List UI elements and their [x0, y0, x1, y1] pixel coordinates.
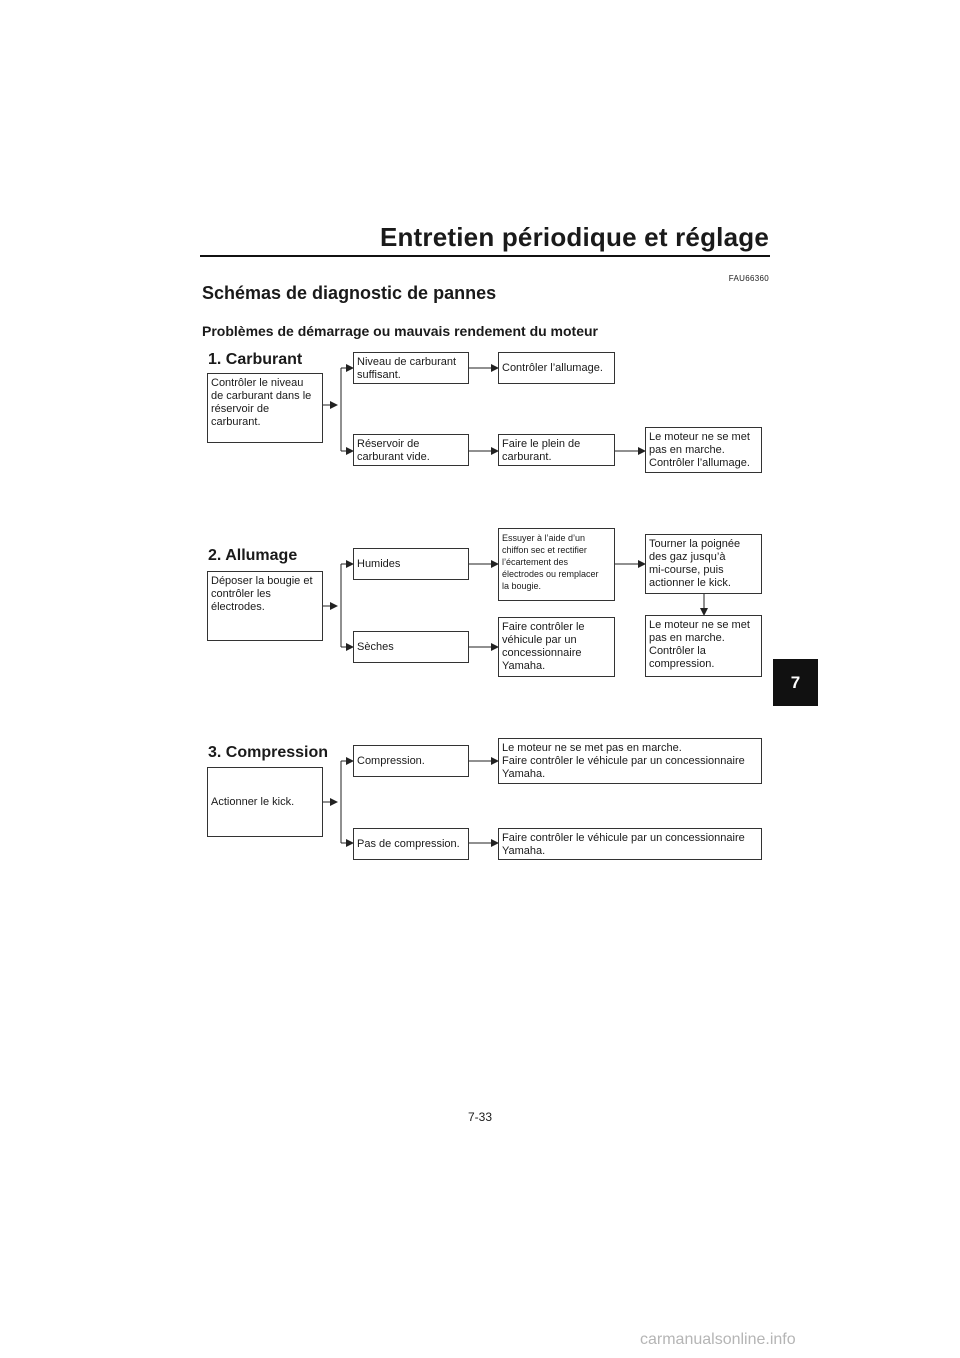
- allumage-result-box: Le moteur ne se met pas en marche. Contrôler la compression.: [645, 615, 762, 677]
- throttle-kick-box: Tourner la poignée des gaz jusqu’à mi-course, puis actionner le kick.: [645, 534, 762, 594]
- electrodes-dry-box: Sèches: [353, 631, 469, 663]
- clean-plug-box: Essuyer à l’aide d’un chiffon sec et rectifier l’écartement des électrodes ou remplacer la bougie.: [498, 528, 615, 601]
- allumage-check-box: Déposer la bougie et contrôler les électrodes.: [207, 571, 323, 641]
- dealer-check-box-2: Faire contrôler le véhicule par un concessionnaire Yamaha.: [498, 828, 762, 860]
- watermark: carmanualsonline.info: [640, 1331, 796, 1348]
- subsection-title: Problèmes de démarrage ou mauvais rendement du moteur: [202, 323, 599, 339]
- check-ignition-box: Contrôler l’allumage.: [498, 352, 615, 384]
- carburant-check-box: Contrôler le niveau de carburant dans le réservoir de carburant.: [207, 373, 323, 443]
- electrodes-wet-box: Humides: [353, 548, 469, 580]
- page-title: Entretien périodique et réglage: [379, 222, 769, 252]
- carburant-result-box: Le moteur ne se met pas en marche. Contrôler l’allumage.: [645, 427, 762, 473]
- document-code: FAU66360: [728, 274, 769, 283]
- carburant-title: 1. Carburant: [208, 351, 303, 368]
- compression-title: 3. Compression: [208, 744, 329, 761]
- no-compression-box: Pas de compression.: [353, 828, 469, 860]
- section-title: Schémas de diagnostic de pannes: [202, 283, 497, 303]
- fuel-sufficient-box: Niveau de carburant suffisant.: [353, 352, 469, 384]
- compression-present-box: Compression.: [353, 745, 469, 777]
- dealer-check-box-1: Faire contrôler le véhicule par un concessionnaire Yamaha.: [498, 617, 615, 677]
- page-number: 7-33: [467, 1110, 493, 1124]
- compression-present-action-box: Le moteur ne se met pas en marche. Faire contrôler le véhicule par un concessionnaire Yamaha.: [498, 738, 762, 784]
- allumage-title: 2. Allumage: [208, 547, 298, 564]
- chapter-tab: 7: [773, 659, 818, 706]
- compression-check-box: Actionner le kick.: [207, 767, 323, 837]
- tank-empty-box: Réservoir de carburant vide.: [353, 434, 469, 466]
- refuel-box: Faire le plein de carburant.: [498, 434, 615, 466]
